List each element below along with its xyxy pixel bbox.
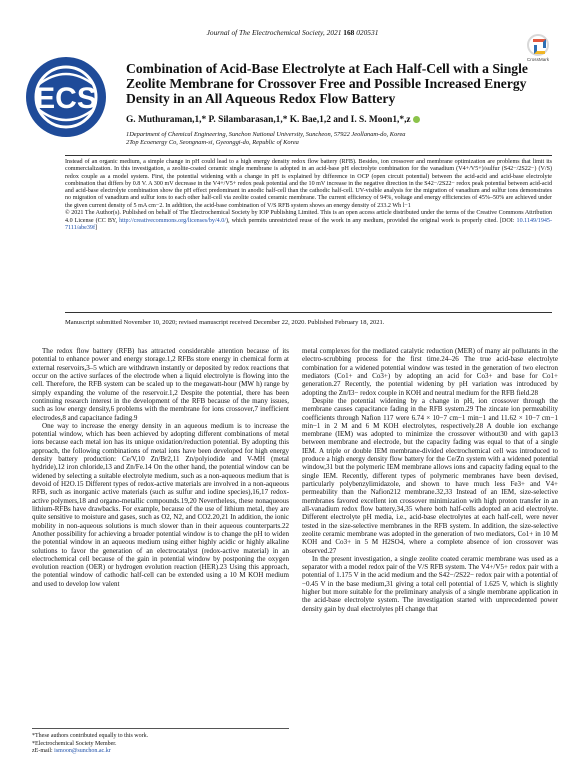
copyright-notice bbox=[65, 210, 552, 232]
journal-year: , 2021 bbox=[322, 28, 342, 37]
license-link[interactable]: http://creativecommons.org/licenses/by/4.0/ bbox=[119, 217, 226, 224]
affiliation-2: 2Top Ecoenergy Co, Seongnam-si, Gyeonggi-do, Republic of Korea bbox=[126, 139, 299, 146]
ecs-logo bbox=[24, 55, 108, 139]
body-paragraph: In the present investigation, a single zeolite coated ceramic membrane was used as a separator with a model redox pair of the V/S RFB system. The V4+/V5+ redox pair with a potential of 1.175 V in the acid medium and the S42−/2S22− redox pair with a potential of −0.45 V in the base medium,31 giving a total cell potential of 1.625 V, which is slightly higher but more suitable for the preliminary analysis of a single membrane application in the acid-base electrolyte system. The investigation started with unprecedented power density gain by dual electrolytes pH change that bbox=[302, 554, 558, 613]
journal-name: Journal of The Electrochemical Society bbox=[206, 28, 323, 37]
footnotes bbox=[32, 728, 289, 756]
journal-article-number: 020531 bbox=[356, 28, 379, 37]
crossmark[interactable] bbox=[518, 34, 558, 62]
paper-title: Combination of Acid-Base Electrolyte at Each Half-Cell with a Single Zeolite Membrane for Crossover Free and Possible Increased Energy Density in an All Aqueous Redox Flow Battery bbox=[126, 61, 528, 107]
body-paragraph: One way to increase the energy density in an aqueous medium is to increase the potential window, which has been achieved by adopting different combinations of metal ions because each metal ion has its unique oxidation/reduction potential. By adopting this approach, the following combinations of metal ions have been developed for high energy density battery production: Ce/V,10 Zn/Br2,11 Zn/polyiodide and V-MH (metal hydride),12 iron chloride,13 and Zn/Fe.14 On the other hand, the potential window can be widened by selecting a suitable electrolyte medium, such as a non-aqueous medium that is devoid of H2O.15 Different types of redox-active materials are involved in a non-aqueous RFB, such as inorganic active materials (such as sulfur and iodine species),16,17 redox-active polymers,18 and organo-metallic compounds.19,20 Nevertheless, these nonaqueous lithium-RFBs have drawbacks. For example, because of the use of lithium metal, they are quite sensitive to moisture and gases, such as O2, N2, and CO2.20,21 In addition, the ionic mobility in non-aqueous solutions is much slower than in their aqueous counterparts.22 Another possibility for achieving a broader potential window is to change the pH to widen the potential window in an aqueous medium using either highly acidic or highly alkaline solutions to favor the generation of an electrocatalyst (redox-active material) in an electrochemical cell because of the gain in potential window by postponing the oxygen evolution reaction (OER) or hydrogen evolution reaction (HER).23 Using this approach, the potential window of cathodic half-cell can be extended using a 10 M KOH medium and used to develop low valent bbox=[32, 421, 289, 588]
author-list bbox=[126, 115, 546, 125]
copyright-text: © 2021 The Author(s). Published on behalf of The Electrochemical Society by IOP Publishing Limited. This is an open access article distributed under the terms of the Creative Commons Attribution 4.0 License (CC BY, bbox=[65, 210, 552, 224]
orcid-icon[interactable] bbox=[413, 116, 420, 123]
footnote-email bbox=[32, 748, 289, 756]
journal-volume: 168 bbox=[343, 28, 355, 37]
body-paragraph: Despite the potential widening by a change in pH, ion crossover through the membrane causes capacitance fading in the RFB system.29 The zincate ion permeability coefficients through Nafion 117 were 6.74 × 10−7 cm−1 min−1 and 11.62 × 10−7 cm−1 min−1 in 2 M and 6 M KOH electrolytes, respectively.28 A double ion exchange membrane (IEM) was adopted to minimize the crossover without30 and with gap13 between membrane and electrode, but the capacity fading was equal to that of a single IEM. A triple or double IEM membrane-divided electrochemical cell was introduced to produce a high energy density flow battery for the Ce/Zn system with a widened potential window,31 but the polymeric IEM membrane allows ions and capacity fading equal to the single IEM. Recently, different types of polymeric membranes have been devised, particularly polybenzylimidazole, and shown to have much less Fe3+ and V4+ permeability than the Nafion212 membrane.32,33 Instead of an IEM, size-selective membranes favored excellent ion crossover minimization with high proton transfer in an all-vanadium redox flow battery,34,35 where both half-cells adopted an acid electrolyte. Different electrolyte pH media, i.e., acid-base electrolytes at each half-cell, were never tested in the size-selective membranes in the RFB system. In addition, the size-selective zeolite ceramic membrane was adopted in the generation of two mediators, Co1+ in 10 M KOH and Co3+ in 5 M H2SO4, where a complete absence of ion crossover was observed.27 bbox=[302, 396, 558, 555]
footnote-ecs-member: *Electrochemical Society Member. bbox=[32, 740, 117, 747]
ecs-logo-text: ECS bbox=[35, 82, 97, 115]
doi-link[interactable]: 10.1149/1945-7111/abe39f bbox=[65, 217, 553, 231]
body-paragraph: metal complexes for the mediated catalytic reduction (MER) of many air pollutants in the electro-scrubbing process for the first time.24–26 The true acid-base electrolyte combination for a widened potential window was tested in the generation of two electron mediators (Co1+ and Co3+) by adopting an acid for Co3+ and base for Co1+ generation.27 Recently, the potential widening by pH variation was introduced by adopting the Zn/I3− redox couple in KOH and neutral medium for the RFB field.28 bbox=[302, 347, 558, 397]
footnote-email-label: zE-mail: bbox=[32, 748, 55, 755]
body-column-left bbox=[32, 347, 289, 588]
crossmark-icon bbox=[527, 34, 549, 56]
abstract: Instead of an organic medium, a simple change in pH could lead to a high energy density redox flow battery (RFB). Besides, ion crossover and membrane optimization are problems that limit its commercialization. In this investigation, a zeolite-coated ceramic single membrane is adopted in an acid-base pH electrolyte combination for the vanadium (V4+/V5+)/sulfur (S42−/2S22−) (V/S) redox couple as a model system. First, the potential widening with a change in pH is explained by difference in OCP (open circuit potential) between the acid-acid and acid-base electrolyte combination that differs by 0.8 V. A 300 mV decrease in the V4+/V5+ redox peak potential and the 10 mV increase in the negative direction in the S42−/2S22− redox peak potential between acid-acid and acid-base electrolyte combination show the pH effect predominant in anodic half-cell than the cathodic half-cell. UV-visible analysis for the migration of vanadium and sulfur ions demonstrates no migration of vanadium and sulfur ions to each other half-cell via zeolite coated ceramic membrane. The current efficiency of 94%, voltage and energy efficiencies of 45%–50% are achieved under the given current density of 5 mA cm−2. In addition, the acid-base combination of V/S RFB system shows an energy density of 233.2 Wh l−1 bbox=[65, 159, 552, 209]
body-paragraph: The redox flow battery (RFB) has attracted considerable attention because of its potential to enhance power and energy storage.1,2 RFBs store energy in chemical form at external reservoirs,3–5 which are withdrawn instantly or deposited by redox reactions that occur on the active surfaces of the electrode when a liquid electrolyte is flowing into the cell. Therefore, the RFB system can be scaled up to the megawatt-hour (MW h) range by simply expanding the volume of the reservoir.1,2 Despite the potential, there has been continuing research interest in the development of the RFB because of the many issues, such as low energy density,6 problems with the membrane for ions crossover,7 inefficient electrodes,8 and capacitance fading.9 bbox=[32, 347, 289, 422]
email-link[interactable]: ismoon@sunchon.ac.kr bbox=[54, 748, 111, 755]
journal-header bbox=[0, 28, 585, 37]
crossmark-label: CrossMark bbox=[526, 57, 550, 62]
manuscript-dates: Manuscript submitted November 10, 2020; revised manuscript received December 22, 2020. Published February 18, 2021. bbox=[65, 319, 385, 326]
affiliation-1: 1Department of Chemical Engineering, Sunchon National University, Suncheon, 57922 Jeollanam-do, Korea bbox=[126, 131, 406, 138]
copyright-text-3: ] bbox=[95, 224, 98, 231]
abstract-box bbox=[65, 155, 552, 313]
copyright-text-2: ), which permits unrestricted reuse of the work in any medium, provided the original work is properly cited. [DOI: bbox=[225, 217, 517, 224]
body-column-right bbox=[302, 347, 558, 613]
footnote-equal-contribution: *These authors contributed equally to this work. bbox=[32, 733, 149, 739]
authors-text: G. Muthuraman,1,* P. Silambarasan,1,* K. Bae,1,2 and I. S. Moon1,*,z bbox=[126, 115, 411, 125]
